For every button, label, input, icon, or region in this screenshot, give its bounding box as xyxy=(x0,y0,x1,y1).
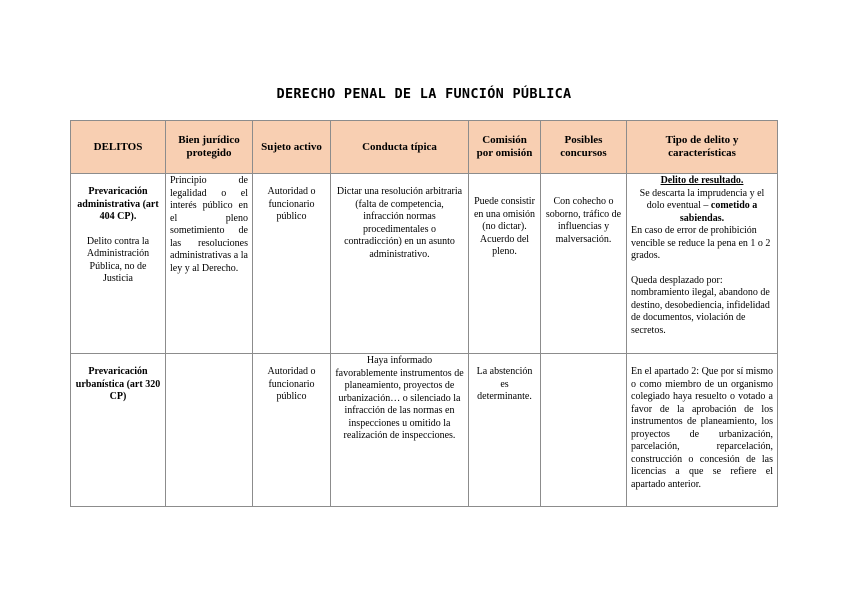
cell-concursos xyxy=(541,354,627,507)
crimes-table xyxy=(70,120,778,507)
delito-name: Prevaricación urbanística (art 320 CP) xyxy=(75,366,161,402)
table-row xyxy=(71,354,778,507)
header-posibles-concursos: Posibles concursos xyxy=(541,121,627,174)
cell-delito xyxy=(71,174,166,354)
tipo-emphasis: cometido a sabiendas. xyxy=(679,200,758,224)
table-header-row xyxy=(71,121,778,174)
cell-comision: Puede consistir en una omisión (no dictar). Acuerdo del pleno. xyxy=(469,174,541,354)
cell-tipo: En el apartado 2: Que por sí mismo o como miembro de un organismo colegiado haya resuelto o votado a favor de la aprobación de los instrumentos de planeamiento, los proyectos de urbanización, parcelación, reparcelación, construcción o concesión de las licencias a que se refiere el apartado anterior. xyxy=(627,354,778,507)
tipo-paragraph-3: Queda desplazado por: nombramiento ilegal, abandono de destino, desobediencia, infidelidad de documentos, violación de secretos. xyxy=(631,274,770,336)
cell-conducta: Haya informado favorablemente instrumentos de planeamiento, proyectos de urbanización… o silenciado la infracción de las normas en inspecciones u omitido la realización de inspecciones. xyxy=(331,354,469,507)
cell-bien-juridico: Principio de legalidad o el interés público en el pleno sometimiento de las resoluciones administrativas a la ley y al Derecho. xyxy=(166,174,253,354)
cell-concursos: Con cohecho o soborno, tráfico de influencias y malversación. xyxy=(541,174,627,354)
header-delitos: DELITOS xyxy=(71,121,166,174)
tipo-paragraph-2: En caso de error de prohibición vencible se reduce la pena en 1 o 2 grados. xyxy=(631,225,771,261)
header-comision-omision: Comisión por omisión xyxy=(469,121,541,174)
tipo-heading: Delito de resultado. xyxy=(660,175,744,186)
tipo-paragraph-1 xyxy=(631,188,773,226)
document-title: DERECHO PENAL DE LA FUNCIÓN PÚBLICA xyxy=(276,86,572,102)
delito-note: Delito contra la Administración Pública, no de Justicia xyxy=(86,235,150,284)
cell-tipo xyxy=(627,174,778,354)
header-conducta-tipica: Conducta típica xyxy=(331,121,469,174)
tipo-text: Se descarta la imprudencia y el dolo eventual – xyxy=(639,187,765,211)
table-row xyxy=(71,174,778,354)
cell-sujeto-activo: Autoridad o funcionario público xyxy=(253,354,331,507)
cell-comision: La abstención es determinante. xyxy=(469,354,541,507)
cell-delito xyxy=(71,354,166,507)
cell-sujeto-activo: Autoridad o funcionario público xyxy=(253,174,331,354)
header-bien-juridico: Bien jurídico protegido xyxy=(166,121,253,174)
header-sujeto-activo: Sujeto activo xyxy=(253,121,331,174)
delito-name: Prevaricación administrativa (art 404 CP). xyxy=(77,186,159,222)
header-tipo-delito: Tipo de delito y características xyxy=(627,121,778,174)
cell-conducta: Dictar una resolución arbitraria (falta de competencia, infracción normas procedimentales o contradicción) en un asunto administrativo. xyxy=(331,174,469,354)
cell-bien-juridico xyxy=(166,354,253,507)
